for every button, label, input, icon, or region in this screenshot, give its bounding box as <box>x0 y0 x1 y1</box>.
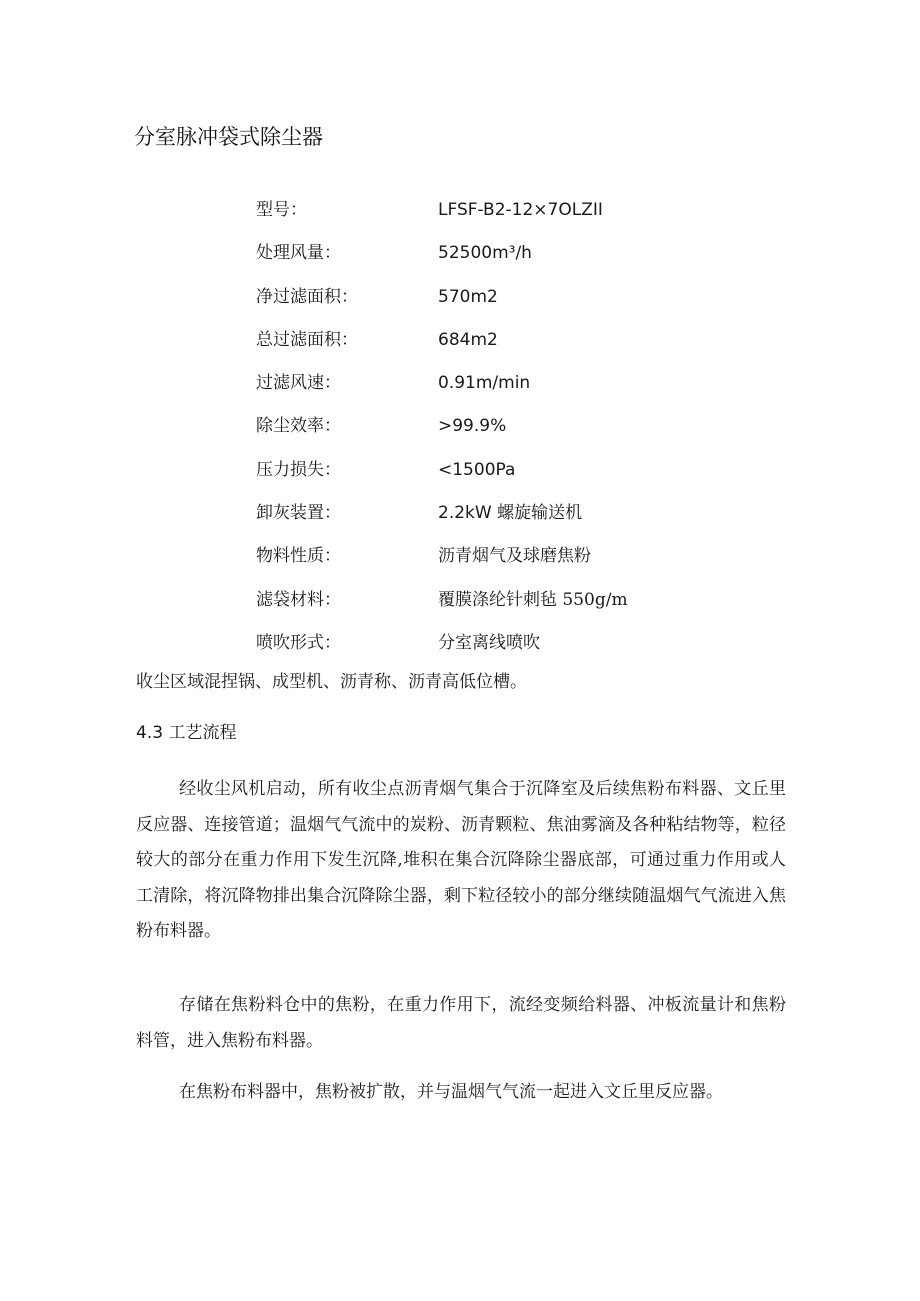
spec-label: 卸灰装置： <box>256 503 341 524</box>
spec-label: 喷吹形式： <box>256 632 341 653</box>
spec-value: >99.9% <box>438 416 507 437</box>
body-paragraph: 存储在焦粉料仓中的焦粉，在重力作用下，流经变频给料器、冲板流量计和焦粉料管，进入焦粉布料器。 <box>136 995 786 1051</box>
body-paragraph: 经收尘风机启动，所有收尘点沥青烟气集合于沉降室及后续焦粉布料器、文丘里反应器、连接管道；温烟气气流中的炭粉、沥青颗粒、焦油雾滴及各种粘结物等，粒径较大的部分在重力作用下发生沉降,堆积在集合沉降除尘器底部，可通过重力作用或人工清除，将沉降物排出集合沉降除尘器，剩下粒径较小的部分继续随温烟气气流进入焦粉布料器。 <box>136 779 786 941</box>
spec-value: 2.2kW 螺旋输送机 <box>438 503 583 524</box>
spec-value: 覆膜涤纶针刺毡 550g∕m <box>438 589 628 610</box>
spec-label: 总过滤面积： <box>256 329 358 350</box>
spec-label: 物料性质： <box>256 546 341 567</box>
spec-label: 滤袋材料： <box>256 589 341 610</box>
spec-value: LFSF-B2-12×7OLZII <box>438 200 603 220</box>
spec-value: 0.91m/min <box>438 373 531 394</box>
spec-value: 684m2 <box>438 329 498 350</box>
spec-value: 分室离线喷吹 <box>438 632 540 653</box>
spec-label: 除尘效率： <box>256 416 341 437</box>
spec-label: 处理风量： <box>256 243 341 264</box>
body-paragraph: 在焦粉布料器中，焦粉被扩散，并与温烟气气流一起进入文丘里反应器。 <box>179 1082 723 1102</box>
spec-value: 沥青烟气及球磨焦粉 <box>438 546 591 567</box>
spec-label: 净过滤面积： <box>256 286 358 307</box>
spec-label: 型号： <box>256 200 307 220</box>
section-heading: 4.3 工艺流程 <box>136 723 237 743</box>
spec-value: 52500m³∕h <box>438 243 532 264</box>
spec-label: 压力损失： <box>256 459 341 480</box>
document-title: 分室脉冲袋式除尘器 <box>134 125 323 149</box>
collection-note: 收尘区域混捏锅、成型机、沥青称、沥青高低位槽。 <box>136 672 527 692</box>
spec-value: 570m2 <box>438 286 498 307</box>
spec-label: 过滤风速： <box>256 373 341 394</box>
spec-value: <1500Pa <box>438 459 516 480</box>
